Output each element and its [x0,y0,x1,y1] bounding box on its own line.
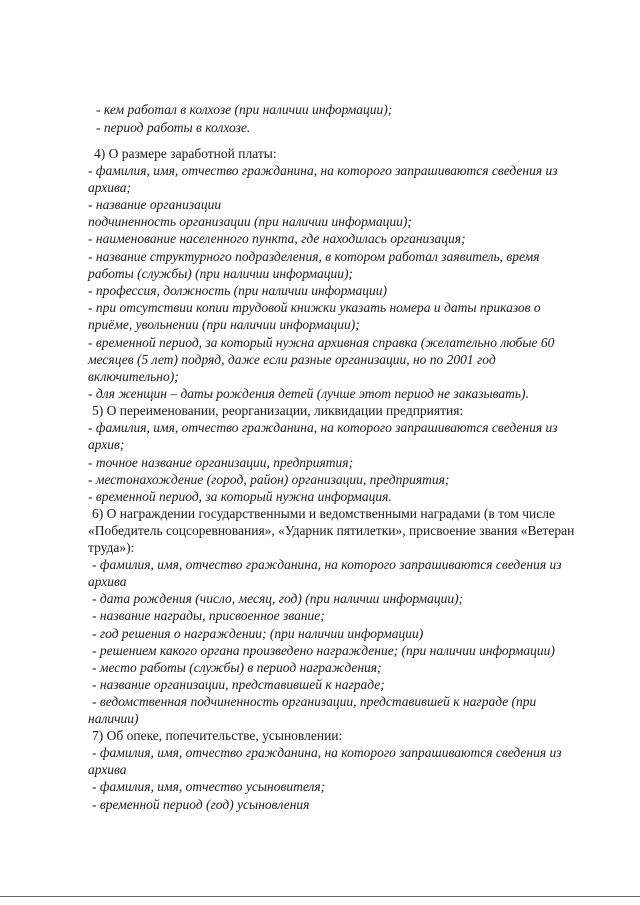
text-line: - ведомственная подчиненность организации, представившей к награде (при [92,694,537,709]
text-line: - наименование населенного пункта, где находилась организация; [88,231,466,246]
text-line: - название организации, представившей к награде; [92,677,385,692]
section-heading: 5) О переименовании, реорганизации, ликвидации предприятия: [92,403,464,418]
text-line: включительно); [88,369,179,384]
text-line: - временной период, за который нужна архивная справка (желательно любые 60 [88,335,555,350]
text-line: работы (службы) (при наличии информации); [88,266,353,281]
text-line: подчиненность организации (при наличии информации); [88,214,412,229]
section-heading: 4) О размере заработной платы: [94,146,277,161]
text-line: - при отсутствии копии трудовой книжки указать номера и даты приказов о [88,300,541,315]
text-line: - дата рождения (число, месяц, год) (при наличии информации); [92,591,464,606]
text-line: «Победитель соцсоревнования», «Ударник пятилетки», присвоение звания «Ветеран [88,523,575,538]
text-line: архив; [88,437,125,452]
text-line: приёме, увольнении (при наличии информации); [88,317,360,332]
text-line: труда»): [88,540,135,555]
section-heading: 7) Об опеке, попечительстве, усыновлении: [92,728,343,743]
text-line: - фамилия, имя, отчество гражданина, на которого запрашиваются сведения из [92,745,562,760]
text-line: - место работы (службы) в период награждения; [92,660,382,675]
text-line: - решением какого органа произведено награждение; (при наличии информации) [92,643,555,658]
text-line: - год решения о награждении; (при наличии информации) [92,626,424,641]
text-line: наличии) [88,711,139,726]
text-line: - профессия, должность (при наличии информации) [88,283,387,298]
text-line: - фамилия, имя, отчество усыновителя; [92,779,326,794]
text-line: - местонахождение (город, район) организации, предприятия; [88,472,450,487]
text-line: - название награды, присвоенное звание; [92,608,325,623]
text-line: - точное название организации, предприятия; [88,455,354,470]
text-line: - для женщин – даты рождения детей (лучше этот период не заказывать). [88,386,529,401]
text-line: - название организации [88,197,222,212]
text-line: - период работы в колхозе. [96,120,251,135]
text-line: архива [88,574,127,589]
text-line: - фамилия, имя, отчество гражданина, на которого запрашиваются сведения из [92,557,562,572]
text-line: - временной период (год) усыновления [92,797,310,812]
section-heading: 6) О награждении государственными и ведомственными наградами (в том числе [92,506,555,521]
text-line: - фамилия, имя, отчество гражданина, на которого запрашиваются сведения из [88,420,558,435]
text-line: - фамилия, имя, отчество гражданина, на которого запрашиваются сведения из [88,163,558,178]
text-line: архива [88,762,127,777]
text-line: архива; [88,180,131,195]
text-line: - временной период, за который нужна информация. [88,489,392,504]
text-line: - название структурного подразделения, в котором работал заявитель, время [88,249,540,264]
text-line: - кем работал в колхозе (при наличии информации); [96,102,393,117]
text-line: месяцев (5 лет) подряд, даже если разные организации, но по 2001 год [88,352,496,367]
page-bottom-rule [0,896,640,897]
